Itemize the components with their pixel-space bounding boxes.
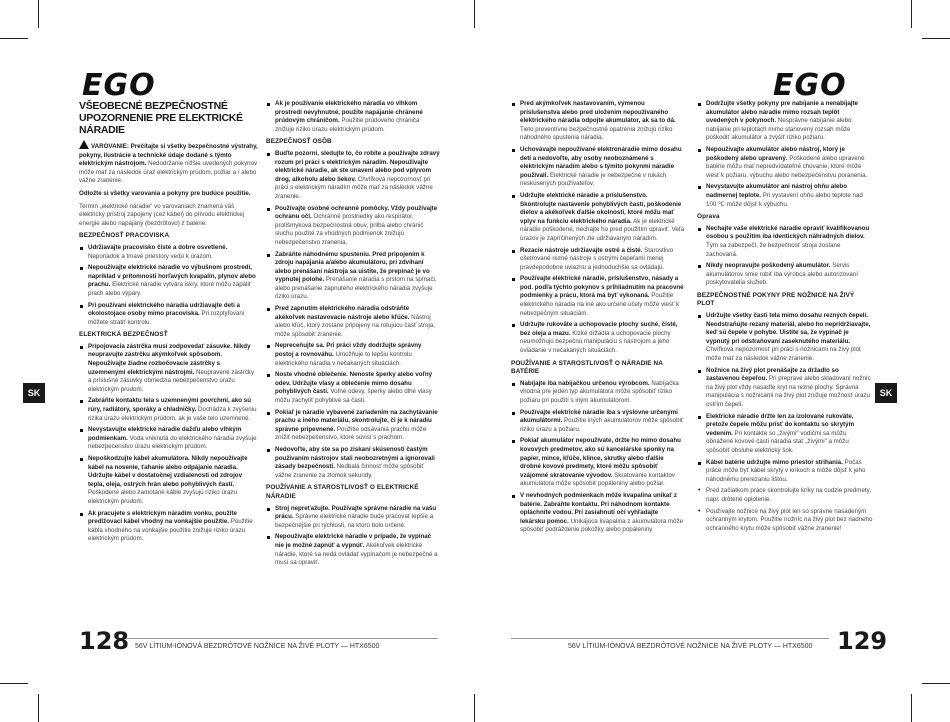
regular-text: Nedodržanie nižšie uvedených pokynov môže mať za následok úraz elektrickým prúdom, požiar a / alebo vážne zranenie. (79, 160, 258, 185)
section-heading: BEZPEČNOSŤ OSÔB (266, 138, 332, 146)
regular-text: Chvíľková nepozornosť pri práci s elektrickým náradím môže mať za následok vážne zranenie. (275, 175, 433, 200)
bold-text: Udržujte elektrické náradie a príslušenstvo. Skontrolujte nastavenie pohyblivých častí, poškodenie dielov a akékoľvek ďalšie okolnosti, ktoré môžu mať vplyv na funkciu elektrického náradia. (520, 191, 682, 225)
regular-text: Voľné odevy, šperky alebo dlhé vlasy môžu zachytiť pohyblivé sa časti. (275, 388, 432, 404)
bullet-item (697, 225, 873, 259)
bold-text: Nepoužívajte elektrické náradie vo výbušnom prostredí, napríklad v prítomnosti horľavých kvapalín, plynov alebo prachu. (88, 264, 256, 289)
bold-text: Rezacie nástroje udržiavajte ostré a čisté. (520, 246, 643, 254)
bold-text: Pri používaní elektrického náradia udržiavajte deti a okolostojace osoby mimo pracoviska. (88, 301, 240, 318)
right-column-1 (511, 100, 685, 538)
bold-text: Nepreceňujte sa. Pri práci vždy dodržujte správny postoj a rovnováhu. (275, 342, 422, 359)
ego-logo: EGO (82, 68, 156, 103)
bold-text: Pred akýmkoľvek nastavovaním, výmenou príslušenstva alebo pred uložením nepoužívaného elektrického náradia odpojte akumulátor, ak sa to dá. (520, 100, 676, 125)
language-tab: SK (23, 383, 45, 403)
regular-text: Správne elektrické náradie bude pracovať lepšie a bezpečnejšie pri rýchlosti, na ktorú bolo určené. (275, 513, 434, 529)
bullet-item (79, 397, 259, 423)
bullet-item (697, 146, 873, 180)
bullet-item (266, 251, 440, 303)
bold-text: Dodržujte všetky pokyny pre nabíjanie a nenabíjajte akumulátor alebo náradie mimo rozsah teplôt uvedených v pokynoch. (706, 100, 858, 125)
bullet-item (79, 302, 259, 328)
ego-logo: EGO (773, 68, 847, 103)
bullet-item (266, 205, 440, 248)
page-number: 128 (79, 627, 130, 655)
bold-text: Pokiaľ je náradie vybavené zariadením na zachytávanie prachu a iného materiálu, skontrolujte, či je k náradiu správne pripevnené. (275, 408, 438, 433)
regular-text: Unikajúca kvapalina z akumulátora môže spôsobiť podráždenie pokožky alebo popáleniny (520, 517, 684, 534)
bullet-item (266, 342, 440, 368)
regular-text: Umožňuje to lepšiu kontrolu elektrického náradia v nečakaných situáciách. (275, 351, 412, 367)
regular-text: Použitie prúdového chrániča znižuje riziko úrazu elektrickým prúdom. (275, 117, 420, 133)
bold-text: Udržujte všetky časti tela mimo dosahu rezných čepelí. Neodstraňujte rezaný materiál, alebo ho nepridržiavajte, keď sú čepele v pohybe. Uistite sa, že vypínač je vypnutý pri odstraňovaní zaseknutého materiálu. (706, 312, 871, 345)
regular-text: Ochranné prostriedky ako respirátor, protišmyková bezpečnostná obuv, prilba alebo chránič sluchu použité za vhodných podmienok znižujú nebezpečenstvo zranenia. (275, 213, 424, 246)
regular-text: Klzké držadlá a uchopovacie plochy neumožňujú bezpečnú manipuláciu s nástrojom a jeho ovládanie v nečakaných situáciách. (520, 329, 671, 355)
bold-text: Používajte elektrické náradie iba s výslovne určenými akumulátormi. (520, 408, 678, 425)
regular-text: Akékoľvek elektrické náradie, ktoré sa nedá ovládať vypínačom je nebezpečné a musí sa opraviť. (275, 541, 438, 567)
regular-text: Použitie kábla vhodného na vonkajšie použitie znižuje riziko úrazu elektrickým prúdom. (88, 518, 253, 543)
bold-text: Nabíjajte iba nabíjačkou určenou výrobcom. (520, 379, 650, 387)
section-heading: POUŽÍVANIE A STAROSTLIVOSŤ O NÁRADIE NA BATÉRIE (511, 359, 663, 376)
bullet-item (697, 100, 873, 143)
bullet-item (266, 446, 440, 480)
bold-text: Ak pracujete s elektrickým náradím vonku, použite predlžovací kábel vhodný na vonkajšie použitie. (88, 509, 237, 526)
bold-text: Nepoškodzujte kábel akumulátora. Nikdy nepoužívajte kábel na nosenie, ťahanie alebo odpájanie náradia. Udržujte kábel v dostatočnej vzdialenosti od zdrojov tepla, oleja, ostrých hrán alebo pohyblivých častí. (88, 455, 248, 488)
bold-text: Zabráňte náhodnému spusteniu. Pred pripojením k zdroju napájania a/alebo akumulátoru, pri zdvíhaní alebo prenášaní nástroja sa uistite, že prepínač je vo vypnutej polohe. (275, 250, 430, 284)
bold-text: Zabráňte kontaktu tela s uzemnenými povrchmi, ako sú rúry, radiátory, sporáky a chladničky. (88, 397, 251, 414)
bullet-item (266, 150, 440, 202)
left-column-2 (266, 100, 440, 571)
bold-text: Pred zapnutím elektrického náradia odstráňte akékoľvek nastavovacie nástroje alebo kľúče. (275, 305, 410, 321)
regular-text: Tieto preventívne bezpečnostné opatrenia znižujú riziko náhodného spustenia náradia. (520, 125, 673, 142)
section-heading: Oprava (697, 213, 720, 221)
bold-text: Nikdy neopravujte poškodený akumulátor. (706, 262, 831, 270)
right-column-2 (697, 100, 873, 536)
footer-rule (120, 638, 438, 639)
bold-text: V nevhodných podmienkach môže kvapalina unikať z batérie. Zabráňte kontaktu. Pri náhodnom kontakte opláchnite vodou. Pri zasiahnutí očí vyhľadajte lekársku pomoc. (520, 491, 678, 525)
regular-text: Elektrické náradie vytvára iskry, ktoré môžu zapáliť prach alebo výpary. (88, 281, 252, 297)
bullet-item (266, 505, 440, 531)
bold-text: Kábel batérie udržujte mimo priestor strihania. (706, 458, 843, 466)
bold-text: Elektrické náradie držte len za izolované rukoväte, pretože čepele môžu prísť do kontaktu so skrytým vedením. (706, 412, 855, 437)
bullet-item (79, 426, 259, 452)
bullet-item (511, 275, 685, 318)
bullet-item (79, 264, 259, 298)
bullet-item (266, 371, 440, 405)
regular-text: Používajte nožnice na živý plot len so správne nasadeným ochranným krytom. Použitie nožníc na živý plot bez riadneho ochranného krytu môže spôsobiť vážne zranenie! (706, 507, 873, 532)
bullet-item (511, 321, 685, 355)
regular-text: Skratovanie kontaktov akumulátora môže spôsobiť popáleniny alebo požiar. (520, 471, 676, 488)
bullet-item (511, 492, 685, 535)
bullet-item (697, 459, 873, 485)
regular-text: Pri rozptyľovaní môžete stratiť kontrolu. (88, 310, 245, 326)
bold-text: Nevystavujte elektrické náradie dažďu alebo vlhkým podmienkam. (88, 426, 242, 442)
footer-text: 56V LÍTIUM-IÓNOVÁ BEZDRÔTOVÉ NOŽNICE NA ŽIVÉ PLOTY — HTX6500 (568, 643, 813, 650)
bold-text: Nevystavujte akumulátor ani nástroj ohňu alebo nadmernej teplote. (706, 183, 847, 199)
bullet-item (511, 100, 685, 143)
bullet-item (511, 192, 685, 244)
regular-text: Neupravené zástrčky a príslušné zásuvky obmedzia nebezpečenstvo úrazu elektrickým prúdom. (88, 368, 255, 393)
warning-paragraph (79, 140, 259, 186)
bold-text: Stroj nepreťažujte. Používajte správne náradie na vašu prácu. (275, 504, 437, 521)
bold-text: Uchovávajte nepoužívané elektronáradie mimo dosahu detí a nedovoľte, aby osoby neoboznámené s elektrickým náradím alebo s týmito pokynmi náradie používali. (520, 145, 682, 179)
regular-text: Počas práce môže byť kábel skrytý v kríkoch a môže dôjsť k jeho náhodnému prerezaniu lištou. (706, 458, 866, 483)
bold-text: Nožnice na živý plot prenášajte za držadlo so zastavenou čepeľou. (706, 366, 839, 383)
bold-text: Nechajte vaše elektrické náradie opraviť kvalifikovanou osobou s použitím iba identických náhradných dielov. (706, 224, 870, 241)
footer-text: 56V LÍTIUM-IÓNOVÁ BEZDRÔTOVÉ NOŽNICE NA ŽIVÉ PLOTY — HTX6500 (135, 643, 380, 650)
bold-text: Nepoužívajte akumulátor alebo nástroj, ktorý je poškodený alebo upravený. (706, 145, 845, 162)
regular-text: Poškodené alebo zamotané káble zvyšujú riziko úrazu elektrickým prúdom. (88, 489, 237, 505)
bullet-item (511, 437, 685, 489)
regular-text: Použitie elektrického náradia na iné ako určené účely môže viesť k nebezpečným situáciám. (520, 292, 680, 317)
paragraph (79, 190, 259, 199)
regular-text: Pred začiatkom práce skontrolujte kríky na cudzie predmety, napr. drôtené oplotenie. (706, 487, 871, 503)
footer-rule (511, 638, 829, 639)
bullet-item (266, 100, 440, 134)
bold-text: Pokiaľ akumulátor nepoužívate, držte ho mimo dosahu kovových predmetov, ako sú kancelárske sponky na papier, mince, kľúče, klince, skrutky alebo ďalšie drobné kovové predmety, ktoré môžu spôsobiť vzájomné skratovanie vývodov. (520, 437, 681, 479)
bullet-item (697, 183, 873, 209)
regular-text: Pri kontakte so „živými" vodičmi sa môžu obnažené kovové časti náradia stať „živými" a môžu spôsobiť obsluhe elektrický šok. (706, 429, 849, 454)
regular-text: Použitie iných akumulátorov môže spôsobiť riziko úrazu a požiaru. (520, 417, 684, 433)
regular-text: Voda vniknutá do elektrického náradia zvyšuje nebezpečenstvo úrazu elektrickým prúdom. (88, 434, 257, 451)
bold-text: Používajte osobné ochranné pomôcky. Vždy používajte ochranu očí. (275, 204, 438, 221)
regular-text: Nástroj alebo kľúč, ktorý zostane pripojený na rotujúcu časť stroja, môže spôsobiť zranenie. (275, 313, 435, 338)
section-heading: BEZPEČNOSTNÉ POKYNY PRE NOŽNICE NA ŽIVÝ PLOT (697, 291, 855, 308)
bullet-item (697, 262, 873, 288)
regular-text: Ak je elektrické náradie poškodené, nechajte ho pred použitím opraviť. Veľa úrazov je zapríčinených zle udržiavaným náradím. (520, 217, 685, 242)
bold-text: Prípojovacia zástrčka musí zodpovedať zásuvke. Nikdy neupravujte zástrčku akýmkoľvek spôsobom. Nepoužívajte žiadne rozbočovacie zástrčky s uzemnenými elektrickými nástrojmi. (88, 342, 251, 376)
bullet-item (266, 409, 440, 443)
bold-text: Udržujte rukoväte a uchopovacie plochy suché, čisté, bez oleja a mazu. (520, 321, 678, 337)
warning-icon (79, 140, 89, 149)
bullet-item (79, 244, 259, 261)
bold-text: Udržiavajte pracovisko čisté a dobre osvetlené. (88, 243, 228, 251)
bullet-item (79, 343, 259, 395)
bullet-item (266, 305, 440, 339)
page-number: 129 (837, 627, 888, 655)
section-heading: POUŽÍVANIE A STAROSTLIVOSŤ O ELEKTRICKÉ NÁRADIE (266, 484, 419, 500)
bullet-item (266, 533, 440, 567)
bullet-item (697, 413, 873, 456)
paragraph (79, 203, 259, 229)
regular-text: Pri preprave alebo skladovaní nožníc na živý plot vždy nasaďte kryt na rezné plochy. Správna manipulácia s nožnicami na živý plot znižuje možnosť úrazu ostrím čepelí. (706, 375, 871, 408)
bullet-item (511, 146, 685, 189)
section-heading: ELEKTRICKÁ BEZPEČNOSŤ (79, 331, 168, 339)
regular-text: Starostlivo ošetrované rezné nástroje s ostrými čepeľami menej pravdepodobne uviaznu a jednoduchšie sa ovládajú. (520, 246, 674, 271)
bullet-item (511, 409, 685, 435)
bullet-item (697, 487, 873, 504)
regular-text: Pri vystavení ohňu alebo teplote nad 100 ℃ môže dôjsť k výbuchu. (706, 191, 863, 208)
bold-text: Noste vhodné oblečenie. Nenoste šperky alebo voľný odev. Udržujte vlasy a oblečenie mimo dosahu pohyblivých častí. (275, 371, 433, 396)
bold-text: Používajte elektrické náradie, príslušenstvo, násady a pod. podľa týchto pokynov s prihliadnutím na pracovné podmienky a prácu, ktorá má byť vykonaná. (520, 275, 684, 300)
regular-text: Použitie odsávania prachu môže znížiť nebezpečenstvo, ktoré súvisí s prachom. (275, 425, 427, 442)
bold-text: Nedovoľte, aby ste sa po získaní skúseností častým používaním nástrojov stali neobozretnými a ignorovali zásady bezpečnosti. (275, 445, 435, 471)
language-tab: SK (875, 383, 897, 403)
regular-text: Poškodené alebo upravené batérie môžu mať nepredvídateľné chovanie, ktoré môže viesť k požiaru, výbuchu alebo nebezpečenstvu poranenia. (706, 154, 868, 179)
bullet-item (511, 380, 685, 406)
bullet-item (511, 247, 685, 273)
right-page (475, 0, 950, 722)
bold-text: Odložte si všetky varovania a pokyny pre budúce použitie. (79, 189, 251, 197)
page-title: VŠEOBECNÉ BEZPEČNOSTNÉ UPOZORNENIE PRE ELEKTRICKÉ NÁRADIE (79, 100, 243, 136)
regular-text: Termín „elektrické náradie" vo varovaniach znamená váš elektrický prístroj zapojený (cez kábel) do prívodu elektrickej energie alebo napájaný (bezdrôtovo) z batérie. (79, 202, 245, 227)
bold-text: Buďte pozorní, sledujte to, čo robíte a používajte zdravý rozum pri práci s elektrickým náradím. Nepoužívajte elektrické náradie, ak ste unavení alebo pod vplyvom drog, alkoholu alebo liekov. (275, 149, 440, 183)
bullet-item (697, 312, 873, 364)
regular-text: Tým sa zabezpečí, že bezpečnosť stroja zostane zachovaná. (706, 241, 841, 258)
bullet-item (79, 455, 259, 507)
regular-text: Elektrické náradie je nebezpečné v rukách neskúsených používateľov. (520, 171, 667, 188)
regular-text: Prenášanie náradia s prstom na spínači, alebo prenášanie zapnutého elektrického náradia zvyšuje riziko úrazu. (275, 276, 437, 301)
bold-text: Nepoužívajte elektrické náradie v prípade, že vypínač nie je možné zapnúť a vypnúť. (275, 533, 432, 549)
section-heading: BEZPEČNOSŤ PRACOVISKA (79, 232, 170, 240)
regular-text: Servis akumulátorov smie robiť iba výrobca alebo autorizovaní poskytovatelia služieb. (706, 262, 858, 287)
bullet-item (697, 508, 873, 534)
bullet-item (79, 510, 259, 544)
regular-text: Chvíľková nepozornosť pri práci s nožnicami na živý plot môže mať za následok vážne zranenie. (706, 346, 861, 363)
bold-text: Ak je používanie elektrického náradia vo vlhkom prostredí nevyhnutné, použite napájanie chránené prúdovým chráničom. (275, 100, 423, 125)
bold-text: VAROVANIE: Prečítajte si všetky bezpečnostné výstrahy, pokyny, ilustrácie a technické údaje dodané s týmto elektrickým nástrojom. (79, 143, 258, 168)
regular-text: Nabíjačka vhodná pre jeden typ akumulátora môže spôsobiť riziko požiaru pri použití s iným akumulátorom. (520, 379, 679, 404)
regular-text: Nesprávne nabíjanie alebo nabíjanie pri teplotách mimo stanovený rozsah môže poškodiť akumulátor a zvýšiť riziko požiaru. (706, 117, 852, 142)
regular-text: Neporiadok a tmavé priestory vedú k úrazom. (88, 252, 213, 260)
left-column-1 (79, 100, 259, 547)
bullet-item (697, 367, 873, 410)
regular-text: Nedbalá činnosť môže spôsobiť vážne zranenie za zlomok sekundy. (275, 463, 424, 479)
regular-text: Dochádza k zvýšeniu rizika úrazu elektrickým prúdom, ak je vaše telo uzemnené. (88, 406, 257, 422)
